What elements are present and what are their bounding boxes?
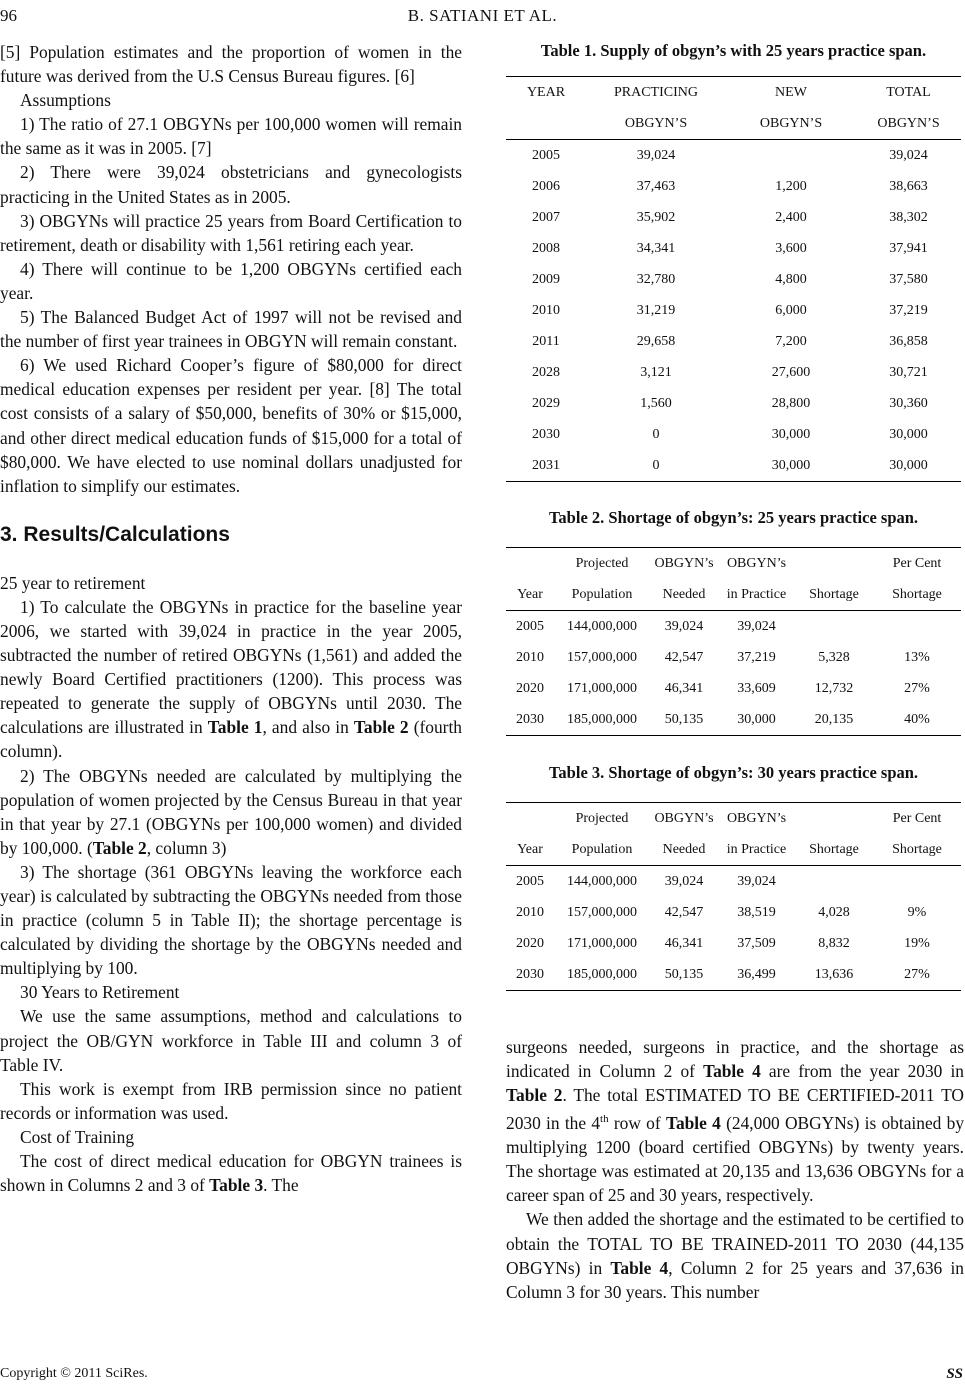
table-2-caption: Table 2. Shortage of obgyn’s: 25 years practice span.: [548, 508, 919, 527]
table-row: [506, 673, 961, 704]
table-cell: 2010: [532, 302, 560, 318]
table-cell: 37,219: [737, 649, 776, 665]
table-cell: 30,000: [856, 450, 961, 482]
table-row: [506, 897, 961, 928]
table-cell: 37,509: [737, 935, 776, 951]
table-cell: 2020: [516, 935, 544, 951]
table-cell: 3,121: [640, 364, 672, 380]
paragraph: We then added the shortage and the estimated to be certified to obtain the TOTAL TO BE TRAINED-2011 TO 2030 (44,135 OBGYNs) in Table 4, Column 2 for 25 years and 37,636 in Column 3 for 30 years. This number: [506, 1209, 964, 1302]
table-header-row: [506, 834, 961, 866]
table-cell: 42,547: [664, 904, 704, 920]
table-row: [506, 326, 961, 357]
table-cell: 157,000,000: [567, 649, 637, 665]
table-cell: [726, 140, 856, 172]
table-cell: 2010: [516, 904, 544, 920]
table-cell: [506, 803, 554, 835]
table-cell: 30,000: [726, 450, 856, 482]
paragraph: 1) The ratio of 27.1 OBGYNs per 100,000 women will remain the same as it was in 2005. [7]: [0, 114, 462, 159]
table-header-row: [506, 579, 961, 611]
table-cell: 36,858: [889, 333, 928, 349]
table-cell: 39,024: [664, 873, 704, 889]
table-ref: Table 4: [665, 1113, 721, 1134]
table-cell: 30,360: [889, 395, 928, 411]
table-cell: 38,663: [889, 178, 928, 194]
table-cell: [795, 803, 873, 835]
table-1: [506, 40, 961, 482]
table-cell: 2031: [506, 450, 586, 482]
table-cell: OBGYN’s: [718, 803, 795, 835]
table-cell: Shortage: [873, 834, 961, 866]
right-body-text: [506, 1035, 964, 1304]
table-cell: 27%: [904, 680, 930, 696]
table-2-grid: [506, 547, 961, 736]
left-column: [0, 40, 462, 1197]
table-row: [506, 357, 961, 388]
table-cell: 39,024: [636, 147, 676, 163]
table-cell: 8,832: [818, 935, 850, 951]
table-cell: TOTAL: [856, 77, 961, 109]
table-cell: PRACTICING: [586, 77, 726, 109]
table-cell: 144,000,000: [567, 618, 637, 634]
right-column-tables: [506, 40, 961, 991]
paragraph: 2) The OBGYNs needed are calculated by multiplying the population of women projected by the Census Bureau in that year in that year by 27.1 (OBGYNs per 100,000 women) and divided by 100,000. (Table 2, column 3): [0, 765, 462, 858]
table-ref: Table 4: [703, 1061, 761, 1082]
table-cell: 32,780: [636, 271, 676, 287]
table-cell: 4,028: [818, 904, 850, 920]
page-number: 96: [0, 6, 17, 25]
table-row: [506, 233, 961, 264]
paragraph: [5] Population estimates and the proportion of women in the future was derived from the U.S Census Bureau figures. [6]: [0, 42, 462, 87]
paragraph: 30 Years to Retirement: [20, 982, 180, 1003]
section-title: 3. Results/Calculations: [0, 522, 230, 546]
table-cell: [506, 108, 586, 140]
table-cell: 19%: [904, 935, 930, 951]
table-cell: 31,219: [636, 302, 676, 318]
table-cell: [506, 548, 554, 580]
paragraph: This work is exempt from IRB permission since no patient records or information was used.: [0, 1078, 462, 1123]
table-header-row: [506, 803, 961, 835]
table-2: [506, 507, 961, 736]
table-cell: 37,941: [889, 240, 928, 256]
table-cell: 33,609: [737, 680, 776, 696]
paragraph: 3) The shortage (361 OBGYNs leaving the workforce each year) is calculated by subtracting the OBGYNs needed from those in practice (column 5 in Table II); the shortage percentage is calculated by dividing the shortage by the OBGYNs needed and multiplying by 100.: [0, 861, 462, 979]
table-row: [506, 928, 961, 959]
table-cell: 37,219: [889, 302, 928, 318]
table-cell: 39,024: [889, 147, 928, 163]
table-cell: OBGYN’S: [726, 108, 856, 140]
table-cell: 2029: [532, 395, 560, 411]
table-cell: 171,000,000: [567, 680, 637, 696]
table-cell: [795, 866, 873, 898]
table-cell: 46,341: [664, 680, 704, 696]
table-3: [506, 762, 961, 991]
table-ref: Table 2: [353, 717, 409, 738]
table-cell: Per Cent: [873, 803, 961, 835]
table-cell: 3,600: [775, 240, 807, 256]
table-cell: 50,135: [650, 959, 718, 991]
table-cell: in Practice: [718, 834, 795, 866]
paragraph: 5) The Balanced Budget Act of 1997 will not be revised and the number of first year trainees in OBGYN will remain constant.: [0, 307, 462, 352]
table-cell: 7,200: [775, 333, 807, 349]
table-cell: 171,000,000: [567, 935, 637, 951]
table-row: [506, 388, 961, 419]
table-cell: NEW: [726, 77, 856, 109]
table-cell: 6,000: [775, 302, 807, 318]
table-3-caption: Table 3. Shortage of obgyn’s: 30 years practice span.: [548, 763, 919, 782]
table-cell: YEAR: [506, 77, 586, 109]
table-cell: 29,658: [636, 333, 676, 349]
table-cell: OBGYN’S: [586, 108, 726, 140]
table-cell: [873, 866, 961, 898]
table-cell: 40%: [873, 704, 961, 736]
table-cell: 2008: [532, 240, 560, 256]
table-cell: OBGYN’s: [650, 548, 718, 580]
table-cell: 2,400: [775, 209, 807, 225]
table-ref: Table 2: [92, 837, 147, 858]
paragraph: 1) To calculate the OBGYNs in practice for the baseline year 2006, we started with 39,024 in practice in the year 2005, subtracted the number of retired OBGYNs (1,561) and added the newly Board Certified practitioners (1200). This process was repeated to generate the supply of OBGYNs until 2030. The calculations are illustrated in Table 1, and also in Table 2 (fourth column).: [0, 596, 463, 762]
running-head: B. SATIANI ET AL.: [407, 6, 558, 25]
table-cell: 2010: [516, 649, 544, 665]
table-cell: 13%: [904, 649, 930, 665]
paragraph: Cost of Training: [20, 1126, 135, 1147]
table-cell: [795, 548, 873, 580]
table-cell: 1,200: [775, 178, 807, 194]
table-cell: 28,800: [771, 395, 811, 411]
table-row: [506, 611, 961, 643]
table-cell: 2011: [532, 333, 560, 349]
table-cell: Population: [554, 834, 650, 866]
table-cell: Shortage: [795, 579, 873, 611]
table-cell: 4,800: [775, 271, 807, 287]
paragraph: surgeons needed, surgeons in practice, and the shortage as indicated in Column 2 of Table 4 are from the year 2030 in Table 2. The total ESTIMATED TO BE CERTIFIED-2011 TO 2030 in the 4th row of Table 4 (24,000 OBGYNs) is obtained by multiplying 1200 (board certified OBGYNs) by twenty years. The shortage was estimated at 20,135 and 13,636 OBGYNs for a career span of 25 and 30 years, respectively.: [506, 1037, 965, 1206]
paragraph: 4) There will continue to be 1,200 OBGYNs certified each year.: [0, 258, 462, 303]
paragraph: 3) OBGYNs will practice 25 years from Board Certification to retirement, death or disability with 1,561 retiring each year.: [0, 210, 462, 255]
table-cell: 2006: [532, 178, 560, 194]
table-3-grid: [506, 802, 961, 991]
table-cell: 13,636: [795, 959, 873, 991]
table-cell: Shortage: [873, 579, 961, 611]
table-cell: 30,000: [718, 704, 795, 736]
table-row: [506, 866, 961, 898]
table-cell: 30,000: [889, 426, 928, 442]
table-cell: 2009: [532, 271, 560, 287]
table-cell: 2030: [506, 704, 554, 736]
table-cell: OBGYN’s: [718, 548, 795, 580]
table-cell: 37,463: [636, 178, 676, 194]
table-ref: Table 2: [506, 1085, 563, 1106]
table-cell: 185,000,000: [554, 704, 650, 736]
table-cell: 185,000,000: [554, 959, 650, 991]
table-cell: 27%: [873, 959, 961, 991]
table-cell: 36,499: [718, 959, 795, 991]
table-cell: 2007: [532, 209, 560, 225]
table-row: [506, 295, 961, 326]
table-cell: 39,024: [664, 618, 704, 634]
table-cell: in Practice: [718, 579, 795, 611]
table-cell: 39,024: [737, 873, 776, 889]
table-cell: Projected: [554, 803, 650, 835]
page-header: [0, 6, 965, 28]
table-cell: Year: [506, 579, 554, 611]
table-cell: Population: [554, 579, 650, 611]
table-cell: Needed: [650, 834, 718, 866]
table-cell: Per Cent: [873, 548, 961, 580]
paragraph: Assumptions: [20, 90, 111, 111]
table-cell: 35,902: [636, 209, 676, 225]
table-cell: 37,580: [889, 271, 928, 287]
table-cell: [795, 611, 873, 643]
table-row: [506, 959, 961, 991]
paragraph: The cost of direct medical education for OBGYN trainees is shown in Columns 2 and 3 of Table 3. The: [0, 1151, 462, 1196]
table-cell: 38,302: [889, 209, 928, 225]
table-cell: Projected: [554, 548, 650, 580]
page-footer: [0, 1366, 965, 1386]
table-row: [506, 419, 961, 450]
table-cell: 30,721: [889, 364, 928, 380]
table-cell: 2005: [532, 147, 560, 163]
table-cell: 12,732: [814, 680, 854, 696]
table-cell: Year: [506, 834, 554, 866]
table-header-row: [506, 77, 961, 109]
table-cell: [873, 611, 961, 643]
table-cell: 30,000: [771, 426, 811, 442]
paragraph: 6) We used Richard Cooper’s figure of $80,000 for direct medical education expenses per resident per year. [8] The total cost consists of a salary of $50,000, benefits of 30% or $15,000, and other direct medical education funds of $15,000 for a total of $80,000. We have elected to use nominal dollars unadjusted for inflation to simplify our estimates.: [0, 355, 462, 496]
journal-abbrev: SS: [946, 1366, 963, 1382]
table-cell: 0: [652, 426, 660, 442]
table-cell: 46,341: [664, 935, 704, 951]
table-ref: Table 3: [209, 1175, 264, 1196]
copyright: Copyright © 2011 SciRes.: [0, 1366, 148, 1381]
table-cell: 0: [586, 450, 726, 482]
table-cell: 27,600: [771, 364, 811, 380]
table-ref: Table 4: [610, 1257, 669, 1278]
table-row: [506, 171, 961, 202]
table-ref: Table 1: [207, 717, 263, 738]
table-cell: 1,560: [640, 395, 672, 411]
table-cell: Needed: [650, 579, 718, 611]
table-cell: 34,341: [636, 240, 676, 256]
paragraph: 2) There were 39,024 obstetricians and gynecologists practicing in the United States as in 2005.: [0, 162, 462, 207]
table-row: [506, 264, 961, 295]
table-cell: 157,000,000: [567, 904, 637, 920]
table-row: [506, 140, 961, 172]
table-cell: 20,135: [795, 704, 873, 736]
table-cell: 144,000,000: [567, 873, 637, 889]
table-cell: 5,328: [818, 649, 850, 665]
table-cell: 2005: [516, 873, 544, 889]
table-cell: 2030: [532, 426, 560, 442]
table-row: [506, 704, 961, 736]
table-cell: OBGYN’S: [856, 108, 961, 140]
table-cell: 2030: [506, 959, 554, 991]
table-cell: 42,547: [664, 649, 704, 665]
table-cell: 39,024: [737, 618, 776, 634]
table-cell: 38,519: [737, 904, 776, 920]
table-1-caption: Table 1. Supply of obgyn’s with 25 years practice span.: [540, 41, 927, 60]
table-cell: 2028: [532, 364, 560, 380]
table-header-row: [506, 108, 961, 140]
table-cell: OBGYN’s: [650, 803, 718, 835]
table-header-row: [506, 548, 961, 580]
table-row: [506, 642, 961, 673]
table-cell: Shortage: [795, 834, 873, 866]
table-row: [506, 450, 961, 482]
paragraph: We use the same assumptions, method and calculations to project the OB/GYN workforce in Table III and column 3 of Table IV.: [0, 1006, 462, 1075]
table-cell: 9%: [907, 904, 927, 920]
table-1-grid: [506, 76, 961, 482]
table-cell: 2020: [516, 680, 544, 696]
table-row: [506, 202, 961, 233]
table-cell: 50,135: [650, 704, 718, 736]
table-cell: 2005: [516, 618, 544, 634]
paragraph: 25 year to retirement: [0, 572, 146, 593]
